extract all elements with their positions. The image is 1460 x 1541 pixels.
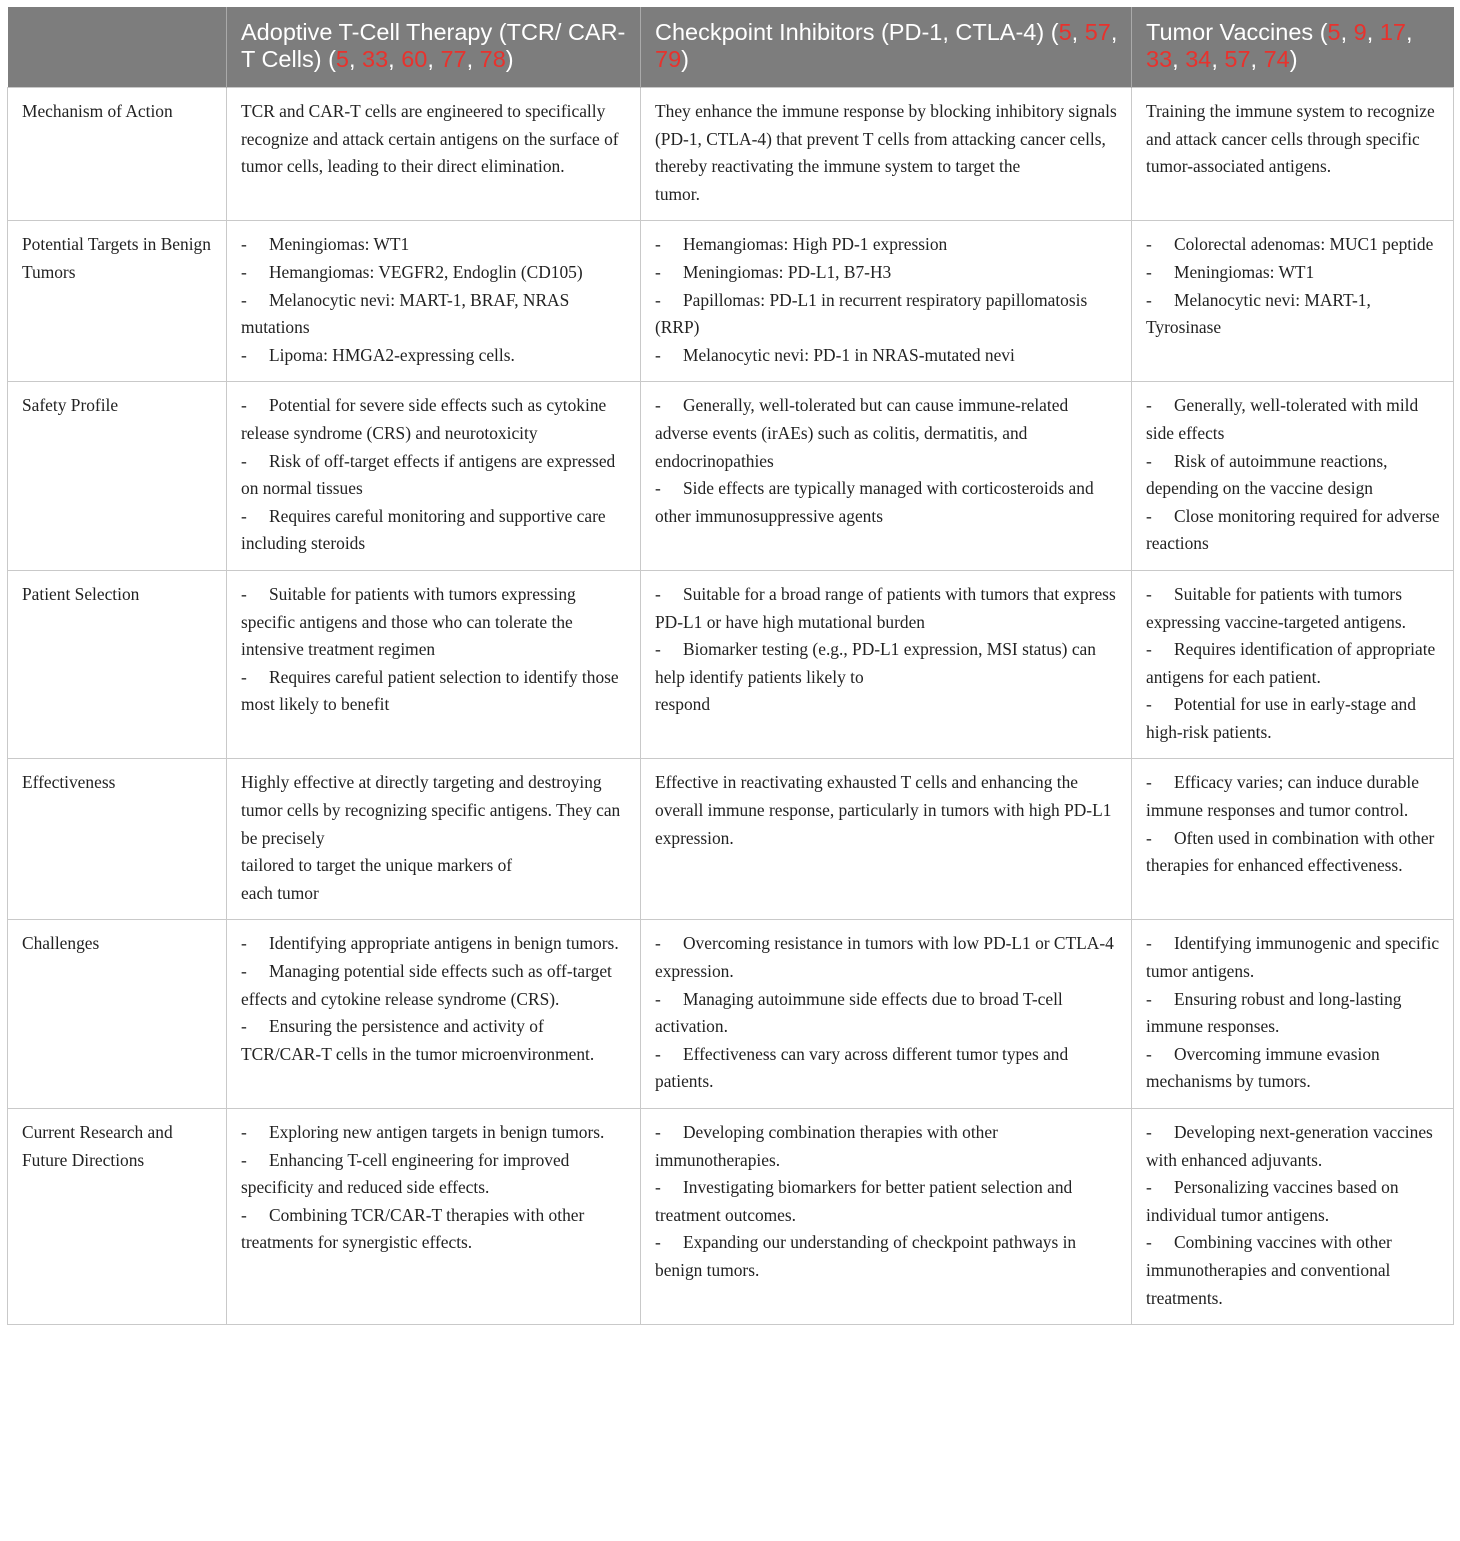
- header-title: Adoptive T-Cell Therapy (TCR/ CAR-T Cells): [241, 19, 626, 72]
- reference-link[interactable]: 5: [335, 46, 349, 72]
- cell-line: - Biomarker testing (e.g., PD-L1 expression, MSI status) can help identify patients likely to: [655, 639, 1096, 687]
- cell-line: tailored to target the unique markers of: [241, 855, 513, 876]
- reference-link[interactable]: 79: [655, 46, 682, 72]
- header-col-checkpoint-inhibitors: [641, 7, 1132, 88]
- cell-line: Effective in reactivating exhausted T cells and enhancing the overall immune response, particularly in tumors with high PD-L1: [655, 772, 1112, 821]
- table-header: [8, 7, 1454, 88]
- cell-line: - Potential for use in early-stage and high-risk patients.: [1146, 694, 1416, 742]
- table-cell: [227, 1109, 641, 1325]
- header-refs: (5, 57, 79): [655, 19, 1118, 72]
- cell-line: Highly effective at directly targeting and destroying tumor cells by recognizing specific antigens. They can be precisely: [241, 772, 621, 848]
- header-col-tumor-vaccines: [1132, 7, 1454, 88]
- cell-line: - Personalizing vaccines based on individual tumor antigens.: [1146, 1177, 1399, 1225]
- cell-line: - Close monitoring required for adverse reactions: [1146, 505, 1440, 554]
- cell-line: - Efficacy varies; can induce durable immune responses and tumor control.: [1146, 772, 1419, 821]
- cell-line: - Melanocytic nevi: MART-1, Tyrosinase: [1146, 289, 1371, 338]
- cell-line: - Managing autoimmune side effects due to broad T-cell activation.: [655, 988, 1063, 1037]
- cell-line: - Effectiveness can vary across different tumor types and patients.: [655, 1043, 1069, 1092]
- cell-line: - Hemangiomas: VEGFR2, Endoglin (CD105): [241, 261, 583, 282]
- table-cell: [641, 570, 1132, 759]
- cell-line: - Exploring new antigen targets in benign tumors.: [241, 1122, 605, 1142]
- table-cell: [227, 759, 641, 920]
- cell-line: TCR and CAR-T cells are engineered to specifically recognize and attack certain antigens on the surface of tumor cells, leading to their direct elimination.: [241, 101, 619, 177]
- table-cell: [1132, 221, 1454, 382]
- reference-link[interactable]: 77: [440, 46, 467, 72]
- table-row-effectiveness: [8, 759, 1454, 920]
- header-refs: (5, 9, 17, 33, 34, 57, 74): [1146, 19, 1413, 72]
- cell-line: - Lipoma: HMGA2-expressing cells.: [241, 344, 515, 365]
- table-row-potential-targets: [8, 221, 1454, 382]
- header-title: Checkpoint Inhibitors (PD-1, CTLA-4): [655, 19, 1045, 45]
- cell-line: They enhance the immune response by blocking inhibitory signals (PD-1, CTLA-4) that prevent T cells from attacking cancer cells, thereby reactivating the immune system to target the: [655, 101, 1117, 177]
- cell-line: - Risk of off-target effects if antigens are expressed on normal tissues: [241, 450, 616, 499]
- cell-line: - Developing next-generation vaccines with enhanced adjuvants.: [1146, 1122, 1433, 1170]
- table-cell: [641, 759, 1132, 920]
- row-label: Effectiveness: [8, 759, 227, 920]
- table-cell: [1132, 88, 1454, 221]
- cell-line: - Melanocytic nevi: PD-1 in NRAS-mutated nevi: [655, 344, 1015, 365]
- cell-line: - Investigating biomarkers for better patient selection and treatment outcomes.: [655, 1177, 1073, 1225]
- cell-line: - Often used in combination with other therapies for enhanced effectiveness.: [1146, 827, 1435, 876]
- row-label: Safety Profile: [8, 382, 227, 571]
- cell-line: - Papillomas: PD-L1 in recurrent respiratory papillomatosis (RRP): [655, 289, 1088, 338]
- cell-line: respond: [655, 694, 711, 715]
- cell-line: - Colorectal adenomas: MUC1 peptide: [1146, 234, 1434, 255]
- cell-line: - Suitable for patients with tumors expressing vaccine-targeted antigens.: [1146, 583, 1406, 632]
- table-row-patient-selection: [8, 570, 1454, 759]
- reference-link[interactable]: 17: [1379, 19, 1406, 45]
- reference-link[interactable]: 33: [1146, 46, 1173, 72]
- table-row-challenges: [8, 920, 1454, 1109]
- reference-link[interactable]: 60: [401, 46, 428, 72]
- table-row-mechanism-of-action: [8, 88, 1454, 221]
- table-body: [8, 88, 1454, 1325]
- cell-line: - Combining vaccines with other immunotherapies and conventional treatments.: [1146, 1232, 1392, 1308]
- reference-link[interactable]: 5: [1058, 19, 1072, 45]
- cell-line: - Requires careful patient selection to identify those most likely to benefit: [241, 666, 619, 715]
- cell-line: - Hemangiomas: High PD-1 expression: [655, 234, 948, 255]
- reference-link[interactable]: 57: [1084, 19, 1111, 45]
- table-cell: [227, 382, 641, 571]
- reference-link[interactable]: 5: [1327, 19, 1341, 45]
- reference-link[interactable]: 33: [362, 46, 389, 72]
- row-label: Current Research and Future Directions: [8, 1109, 227, 1325]
- header-row: [8, 7, 1454, 88]
- cell-line: - Combining TCR/CAR-T therapies with other treatments for synergistic effects.: [241, 1204, 585, 1253]
- table-cell: [1132, 1109, 1454, 1325]
- table-cell: [227, 221, 641, 382]
- table-cell: [641, 88, 1132, 221]
- reference-link[interactable]: 57: [1224, 46, 1251, 72]
- table-cell: [1132, 382, 1454, 571]
- cell-line: tumor.: [655, 183, 700, 204]
- table-row-safety-profile: [8, 382, 1454, 571]
- cell-line: - Expanding our understanding of checkpoint pathways in benign tumors.: [655, 1232, 1077, 1280]
- cell-line: - Managing potential side effects such as off-target effects and cytokine release syndrome (CRS).: [241, 961, 612, 1009]
- header-blank-cell: [8, 7, 227, 88]
- cell-line: - Requires careful monitoring and supportive care including steroids: [241, 505, 606, 554]
- cell-line: - Generally, well-tolerated with mild side effects: [1146, 395, 1419, 443]
- cell-line: - Overcoming immune evasion mechanisms by tumors.: [1146, 1043, 1380, 1092]
- comparison-table: [7, 7, 1454, 1325]
- cell-line: - Risk of autoimmune reactions, depending on the vaccine design: [1146, 450, 1388, 499]
- row-label: Challenges: [8, 920, 227, 1109]
- table-cell: [227, 570, 641, 759]
- table-cell: [641, 1109, 1132, 1325]
- cell-line: - Potential for severe side effects such as cytokine release syndrome (CRS) and neurotoxicity: [241, 395, 607, 443]
- cell-line: - Requires identification of appropriate antigens for each patient.: [1146, 639, 1436, 687]
- table-cell: [1132, 759, 1454, 920]
- reference-link[interactable]: 78: [479, 46, 506, 72]
- cell-line: each tumor: [241, 882, 319, 903]
- cell-line: expression.: [655, 827, 734, 848]
- table-cell: [641, 920, 1132, 1109]
- cell-line: - Side effects are typically managed with corticosteroids and other immunosuppressive agents: [655, 478, 1094, 526]
- table-cell: [641, 382, 1132, 571]
- cell-line: - Melanocytic nevi: MART-1, BRAF, NRAS mutations: [241, 289, 570, 338]
- cell-line: Training the immune system to recognize and attack cancer cells through specific tumor-associated antigens.: [1146, 101, 1435, 177]
- cell-line: - Identifying immunogenic and specific tumor antigens.: [1146, 933, 1440, 982]
- table-cell: [641, 221, 1132, 382]
- cell-line: - Overcoming resistance in tumors with low PD-L1 or CTLA-4 expression.: [655, 933, 1114, 982]
- cell-line: - Meningiomas: WT1: [1146, 261, 1315, 282]
- header-title: Tumor Vaccines: [1146, 19, 1314, 45]
- table-cell: [227, 88, 641, 221]
- table-cell: [1132, 920, 1454, 1109]
- cell-line: - Identifying appropriate antigens in benign tumors.: [241, 933, 619, 954]
- cell-line: - Developing combination therapies with other immunotherapies.: [655, 1122, 998, 1170]
- header-refs: (5, 33, 60, 77, 78): [328, 46, 514, 72]
- cell-line: - Suitable for patients with tumors expressing specific antigens and those who can tolerate the intensive treatment regimen: [241, 583, 576, 660]
- row-label: Mechanism of Action: [8, 88, 227, 221]
- reference-link[interactable]: 9: [1353, 19, 1367, 45]
- cell-line: - Meningiomas: PD-L1, B7-H3: [655, 261, 892, 282]
- header-col-tcr-cart: [227, 7, 641, 88]
- cell-line: - Enhancing T-cell engineering for improved specificity and reduced side effects.: [241, 1149, 570, 1198]
- row-label: Potential Targets in Benign Tumors: [8, 221, 227, 382]
- table-cell: [227, 920, 641, 1109]
- table-row-current-research: [8, 1109, 1454, 1325]
- cell-line: - Ensuring the persistence and activity of TCR/CAR-T cells in the tumor microenvironment.: [241, 1016, 595, 1064]
- cell-line: - Meningiomas: WT1: [241, 234, 410, 255]
- row-label: Patient Selection: [8, 570, 227, 759]
- cell-line: - Generally, well-tolerated but can cause immune-related adverse events (irAEs) such as colitis, dermatitis, and endocrinopathies: [655, 395, 1069, 471]
- cell-line: - Suitable for a broad range of patients with tumors that express PD-L1 or have high mutational burden: [655, 583, 1116, 632]
- table-cell: [1132, 570, 1454, 759]
- reference-link[interactable]: 74: [1263, 46, 1290, 72]
- reference-link[interactable]: 34: [1185, 46, 1212, 72]
- cell-line: - Ensuring robust and long-lasting immune responses.: [1146, 988, 1402, 1037]
